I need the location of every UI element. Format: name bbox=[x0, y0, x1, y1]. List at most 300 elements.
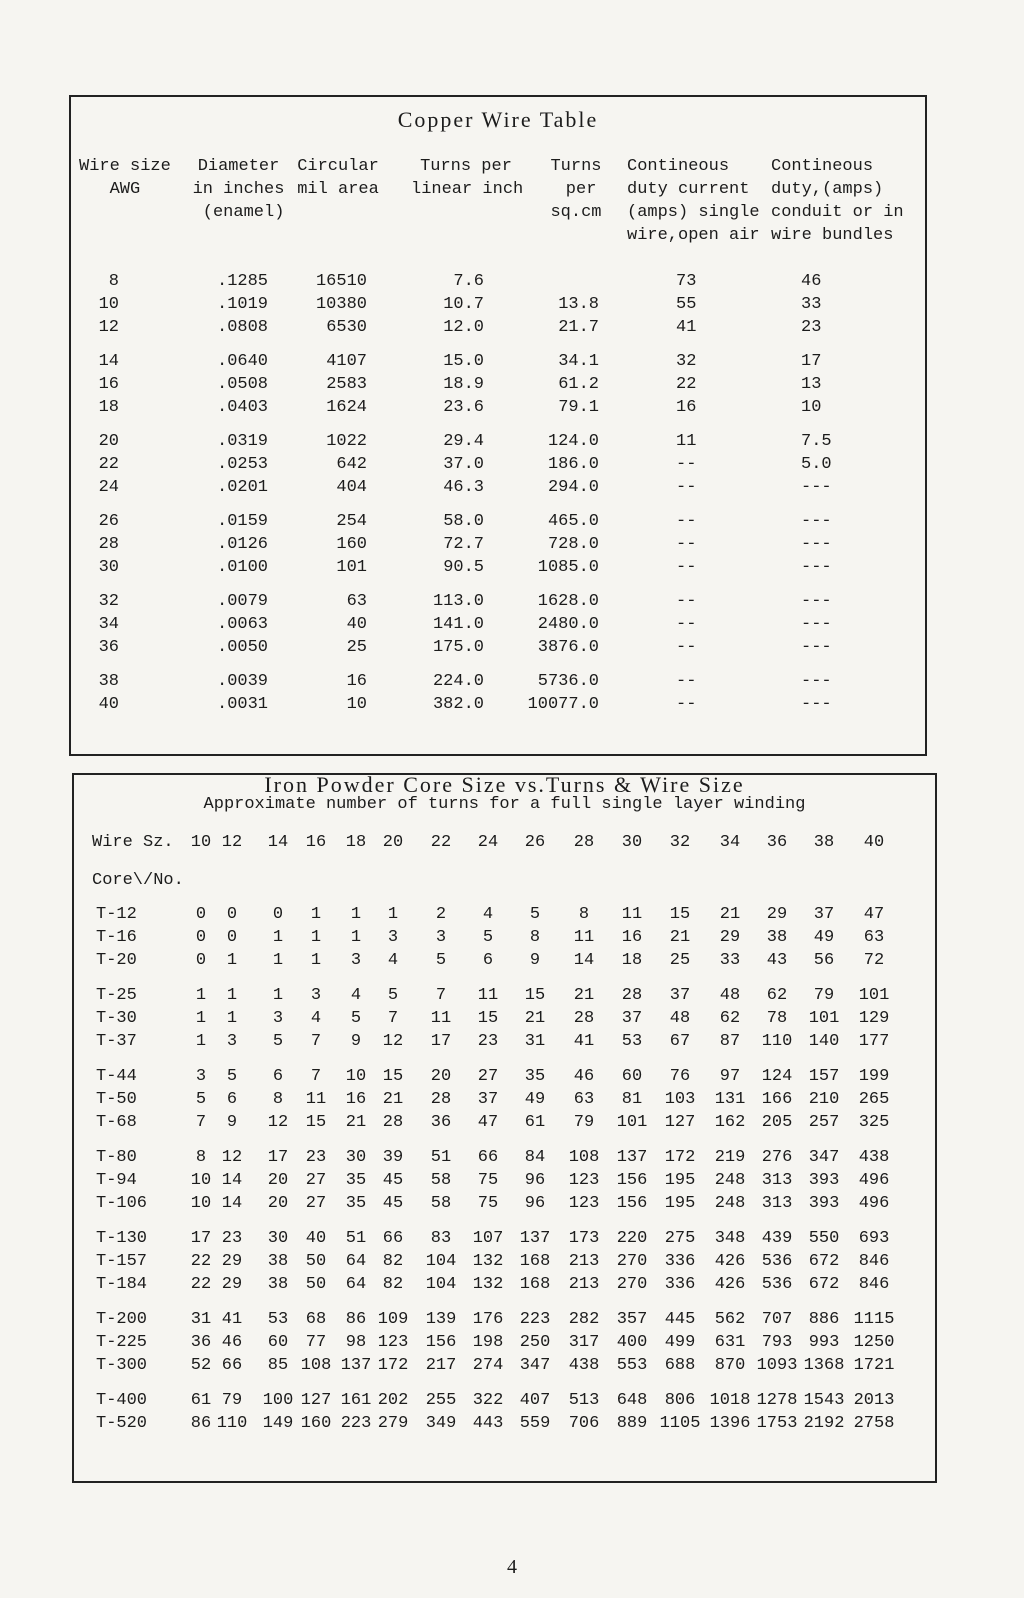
turns-cell: 1 bbox=[226, 951, 238, 970]
wire-size-header: 10 bbox=[190, 833, 212, 852]
copper-cell: 46 bbox=[801, 272, 822, 291]
turns-cell: 173 bbox=[568, 1229, 600, 1248]
copper-cell: 21.7 bbox=[558, 318, 599, 337]
turns-cell: 1 bbox=[272, 928, 284, 947]
turns-cell: 162 bbox=[714, 1113, 746, 1132]
turns-cell: 1250 bbox=[853, 1333, 895, 1352]
turns-cell: 23 bbox=[477, 1032, 499, 1051]
copper-cell: 224.0 bbox=[432, 672, 484, 691]
turns-cell: 889 bbox=[616, 1414, 648, 1433]
turns-cell: 10 bbox=[190, 1171, 212, 1190]
turns-cell: 11 bbox=[477, 986, 499, 1005]
copper-cell: 26 bbox=[98, 512, 119, 531]
turns-cell: 63 bbox=[863, 928, 885, 947]
turns-cell: 132 bbox=[472, 1252, 504, 1271]
turns-cell: 38 bbox=[267, 1275, 289, 1294]
turns-cell: 14 bbox=[573, 951, 595, 970]
copper-cell: 113.0 bbox=[432, 592, 484, 611]
turns-cell: 17 bbox=[267, 1148, 289, 1167]
turns-cell: 50 bbox=[305, 1275, 327, 1294]
turns-cell: 62 bbox=[766, 986, 788, 1005]
turns-cell: 11 bbox=[430, 1009, 452, 1028]
turns-cell: 30 bbox=[267, 1229, 289, 1248]
turns-cell: 37 bbox=[621, 1009, 643, 1028]
turns-cell: 14 bbox=[221, 1171, 243, 1190]
copper-cell: 7.6 bbox=[453, 272, 484, 291]
turns-cell: 48 bbox=[719, 986, 741, 1005]
copper-cell: 55 bbox=[676, 295, 697, 314]
turns-cell: 137 bbox=[519, 1229, 551, 1248]
turns-cell: 1 bbox=[310, 905, 322, 924]
turns-cell: 104 bbox=[425, 1252, 457, 1271]
turns-cell: 66 bbox=[221, 1356, 243, 1375]
turns-cell: 9 bbox=[350, 1032, 362, 1051]
turns-cell: 18 bbox=[621, 951, 643, 970]
wire-size-header: 28 bbox=[573, 833, 595, 852]
turns-cell: 438 bbox=[858, 1148, 890, 1167]
turns-cell: 322 bbox=[472, 1391, 504, 1410]
copper-cell: 160 bbox=[336, 535, 367, 554]
turns-cell: 20 bbox=[430, 1067, 452, 1086]
copper-cell: -- bbox=[676, 558, 697, 577]
turns-cell: 43 bbox=[766, 951, 788, 970]
turns-cell: 12 bbox=[382, 1032, 404, 1051]
turns-cell: 426 bbox=[714, 1275, 746, 1294]
copper-header-6: Contineous duty,(amps) conduit or in wire bundles bbox=[771, 157, 904, 245]
turns-cell: 846 bbox=[858, 1275, 890, 1294]
turns-cell: 156 bbox=[425, 1333, 457, 1352]
turns-cell: 0 bbox=[195, 951, 207, 970]
turns-cell: 27 bbox=[305, 1194, 327, 1213]
turns-cell: 443 bbox=[472, 1414, 504, 1433]
turns-cell: 1018 bbox=[709, 1391, 751, 1410]
turns-cell: 100 bbox=[262, 1391, 294, 1410]
turns-cell: 407 bbox=[519, 1391, 551, 1410]
turns-cell: 17 bbox=[430, 1032, 452, 1051]
turns-cell: 4 bbox=[310, 1009, 322, 1028]
copper-cell: 33 bbox=[801, 295, 822, 314]
turns-cell: 168 bbox=[519, 1275, 551, 1294]
turns-cell: 223 bbox=[519, 1310, 551, 1329]
turns-cell: 48 bbox=[669, 1009, 691, 1028]
turns-cell: 336 bbox=[664, 1275, 696, 1294]
turns-cell: 559 bbox=[519, 1414, 551, 1433]
copper-cell: 46.3 bbox=[443, 478, 484, 497]
turns-cell: 31 bbox=[190, 1310, 212, 1329]
turns-cell: 15 bbox=[305, 1113, 327, 1132]
copper-cell: 32 bbox=[98, 592, 119, 611]
turns-cell: 7 bbox=[310, 1032, 322, 1051]
wire-size-header: 32 bbox=[669, 833, 691, 852]
copper-cell: .0100 bbox=[217, 558, 269, 577]
copper-cell: 1022 bbox=[326, 432, 367, 451]
copper-cell: 5736.0 bbox=[537, 672, 599, 691]
turns-cell: 86 bbox=[190, 1414, 212, 1433]
turns-cell: 1543 bbox=[803, 1391, 845, 1410]
copper-cell: 382.0 bbox=[432, 695, 484, 714]
turns-cell: 98 bbox=[345, 1333, 367, 1352]
turns-cell: 79 bbox=[221, 1391, 243, 1410]
copper-cell: --- bbox=[801, 535, 832, 554]
turns-cell: 156 bbox=[616, 1171, 648, 1190]
turns-cell: 1 bbox=[272, 986, 284, 1005]
turns-cell: 846 bbox=[858, 1252, 890, 1271]
copper-cell: 16510 bbox=[315, 272, 367, 291]
core-label: T-37 bbox=[96, 1032, 137, 1051]
turns-cell: 4 bbox=[482, 905, 494, 924]
core-label: T-400 bbox=[96, 1391, 148, 1410]
turns-cell: 393 bbox=[808, 1171, 840, 1190]
copper-cell: 254 bbox=[336, 512, 367, 531]
turns-cell: 97 bbox=[719, 1067, 741, 1086]
copper-wire-table bbox=[69, 95, 927, 756]
turns-cell: 31 bbox=[524, 1032, 546, 1051]
copper-cell: 10 bbox=[801, 398, 822, 417]
copper-cell: .0159 bbox=[217, 512, 269, 531]
turns-cell: 265 bbox=[858, 1090, 890, 1109]
turns-cell: 11 bbox=[573, 928, 595, 947]
wire-size-header: 40 bbox=[863, 833, 885, 852]
turns-cell: 536 bbox=[761, 1252, 793, 1271]
turns-cell: 78 bbox=[766, 1009, 788, 1028]
turns-cell: 82 bbox=[382, 1252, 404, 1271]
turns-cell: 562 bbox=[714, 1310, 746, 1329]
turns-cell: 49 bbox=[524, 1090, 546, 1109]
turns-cell: 60 bbox=[267, 1333, 289, 1352]
copper-cell: 16 bbox=[346, 672, 367, 691]
copper-cell: --- bbox=[801, 592, 832, 611]
turns-cell: 29 bbox=[221, 1275, 243, 1294]
turns-cell: 108 bbox=[568, 1148, 600, 1167]
core-label: T-225 bbox=[96, 1333, 148, 1352]
turns-cell: 219 bbox=[714, 1148, 746, 1167]
turns-cell: 317 bbox=[568, 1333, 600, 1352]
copper-cell: .0253 bbox=[217, 455, 269, 474]
copper-cell: 79.1 bbox=[558, 398, 599, 417]
turns-cell: 12 bbox=[221, 1148, 243, 1167]
turns-cell: 83 bbox=[430, 1229, 452, 1248]
turns-cell: 21 bbox=[345, 1113, 367, 1132]
turns-cell: 68 bbox=[305, 1310, 327, 1329]
copper-cell: .0079 bbox=[217, 592, 269, 611]
copper-cell: 4107 bbox=[326, 352, 367, 371]
turns-cell: 66 bbox=[477, 1148, 499, 1167]
wire-size-header: 18 bbox=[345, 833, 367, 852]
turns-cell: 38 bbox=[267, 1252, 289, 1271]
turns-cell: 75 bbox=[477, 1171, 499, 1190]
turns-cell: 52 bbox=[190, 1356, 212, 1375]
turns-cell: 3 bbox=[226, 1032, 238, 1051]
turns-cell: 3 bbox=[272, 1009, 284, 1028]
turns-cell: 46 bbox=[221, 1333, 243, 1352]
turns-cell: 347 bbox=[808, 1148, 840, 1167]
turns-cell: 1368 bbox=[803, 1356, 845, 1375]
turns-cell: 177 bbox=[858, 1032, 890, 1051]
turns-cell: 445 bbox=[664, 1310, 696, 1329]
turns-cell: 67 bbox=[669, 1032, 691, 1051]
wire-size-header: 30 bbox=[621, 833, 643, 852]
copper-cell: 29.4 bbox=[443, 432, 484, 451]
turns-cell: 23 bbox=[305, 1148, 327, 1167]
turns-cell: 10 bbox=[345, 1067, 367, 1086]
turns-cell: 131 bbox=[714, 1090, 746, 1109]
copper-cell: 34.1 bbox=[558, 352, 599, 371]
turns-cell: 3 bbox=[195, 1067, 207, 1086]
copper-cell: 61.2 bbox=[558, 375, 599, 394]
copper-header-5: Contineous duty current (amps) single wire,open air bbox=[627, 157, 760, 245]
copper-cell: -- bbox=[676, 478, 697, 497]
copper-cell: 34 bbox=[98, 615, 119, 634]
turns-cell: 513 bbox=[568, 1391, 600, 1410]
copper-cell: 12.0 bbox=[443, 318, 484, 337]
turns-cell: 81 bbox=[621, 1090, 643, 1109]
turns-cell: 1721 bbox=[853, 1356, 895, 1375]
copper-cell: .1019 bbox=[217, 295, 269, 314]
copper-header-2: Circular mil area bbox=[297, 157, 379, 199]
copper-cell: .0403 bbox=[217, 398, 269, 417]
turns-cell: 29 bbox=[221, 1252, 243, 1271]
turns-cell: 139 bbox=[425, 1310, 457, 1329]
copper-cell: 16 bbox=[98, 375, 119, 394]
copper-cell: -- bbox=[676, 695, 697, 714]
turns-cell: 127 bbox=[300, 1391, 332, 1410]
turns-cell: 4 bbox=[387, 951, 399, 970]
turns-cell: 496 bbox=[858, 1194, 890, 1213]
turns-cell: 5 bbox=[435, 951, 447, 970]
wire-size-header: 22 bbox=[430, 833, 452, 852]
copper-cell: 22 bbox=[676, 375, 697, 394]
turns-cell: 16 bbox=[345, 1090, 367, 1109]
turns-cell: 64 bbox=[345, 1252, 367, 1271]
turns-cell: 127 bbox=[664, 1113, 696, 1132]
turns-cell: 5 bbox=[272, 1032, 284, 1051]
turns-cell: 5 bbox=[482, 928, 494, 947]
copper-cell: --- bbox=[801, 512, 832, 531]
turns-cell: 166 bbox=[761, 1090, 793, 1109]
turns-cell: 37 bbox=[669, 986, 691, 1005]
turns-cell: 202 bbox=[377, 1391, 409, 1410]
turns-cell: 6 bbox=[272, 1067, 284, 1086]
core-label: T-157 bbox=[96, 1252, 148, 1271]
turns-cell: 47 bbox=[863, 905, 885, 924]
copper-cell: 3876.0 bbox=[537, 638, 599, 657]
turns-cell: 101 bbox=[808, 1009, 840, 1028]
core-label: T-80 bbox=[96, 1148, 137, 1167]
copper-cell: .1285 bbox=[217, 272, 269, 291]
core-label: T-520 bbox=[96, 1414, 148, 1433]
turns-cell: 195 bbox=[664, 1171, 696, 1190]
turns-cell: 41 bbox=[573, 1032, 595, 1051]
copper-cell: 404 bbox=[336, 478, 367, 497]
turns-cell: 47 bbox=[477, 1113, 499, 1132]
turns-cell: 9 bbox=[226, 1113, 238, 1132]
turns-cell: 348 bbox=[714, 1229, 746, 1248]
copper-cell: 10380 bbox=[315, 295, 367, 314]
turns-cell: 109 bbox=[377, 1310, 409, 1329]
turns-cell: 8 bbox=[529, 928, 541, 947]
turns-cell: 60 bbox=[621, 1067, 643, 1086]
turns-cell: 25 bbox=[669, 951, 691, 970]
turns-cell: 553 bbox=[616, 1356, 648, 1375]
turns-cell: 1 bbox=[195, 1009, 207, 1028]
turns-cell: 0 bbox=[195, 905, 207, 924]
turns-cell: 1 bbox=[350, 905, 362, 924]
copper-cell: .0808 bbox=[217, 318, 269, 337]
wire-size-label: Wire Sz. bbox=[92, 833, 174, 852]
copper-cell: 63 bbox=[346, 592, 367, 611]
copper-cell: 1628.0 bbox=[537, 592, 599, 611]
turns-cell: 1 bbox=[310, 928, 322, 947]
turns-cell: 123 bbox=[377, 1333, 409, 1352]
turns-cell: 85 bbox=[267, 1356, 289, 1375]
copper-cell: 73 bbox=[676, 272, 697, 291]
turns-cell: 49 bbox=[813, 928, 835, 947]
core-number-label: Core\/No. bbox=[92, 871, 184, 890]
wire-size-header: 16 bbox=[305, 833, 327, 852]
turns-cell: 5 bbox=[529, 905, 541, 924]
core-label: T-20 bbox=[96, 951, 137, 970]
turns-cell: 270 bbox=[616, 1275, 648, 1294]
turns-cell: 96 bbox=[524, 1194, 546, 1213]
turns-cell: 255 bbox=[425, 1391, 457, 1410]
copper-cell: 10077.0 bbox=[527, 695, 599, 714]
turns-cell: 257 bbox=[808, 1113, 840, 1132]
turns-cell: 101 bbox=[858, 986, 890, 1005]
turns-cell: 110 bbox=[761, 1032, 793, 1051]
copper-cell: 642 bbox=[336, 455, 367, 474]
turns-cell: 29 bbox=[766, 905, 788, 924]
turns-cell: 248 bbox=[714, 1171, 746, 1190]
copper-cell: .0319 bbox=[217, 432, 269, 451]
copper-cell: 20 bbox=[98, 432, 119, 451]
turns-cell: 220 bbox=[616, 1229, 648, 1248]
turns-cell: 688 bbox=[664, 1356, 696, 1375]
turns-cell: 61 bbox=[524, 1113, 546, 1132]
turns-cell: 707 bbox=[761, 1310, 793, 1329]
turns-cell: 29 bbox=[719, 928, 741, 947]
copper-cell: 141.0 bbox=[432, 615, 484, 634]
turns-cell: 53 bbox=[267, 1310, 289, 1329]
turns-cell: 693 bbox=[858, 1229, 890, 1248]
copper-cell: 72.7 bbox=[443, 535, 484, 554]
copper-cell: 15.0 bbox=[443, 352, 484, 371]
turns-cell: 886 bbox=[808, 1310, 840, 1329]
turns-cell: 37 bbox=[813, 905, 835, 924]
copper-cell: 7.5 bbox=[801, 432, 832, 451]
turns-cell: 7 bbox=[195, 1113, 207, 1132]
turns-cell: 51 bbox=[430, 1148, 452, 1167]
turns-cell: 82 bbox=[382, 1275, 404, 1294]
turns-cell: 793 bbox=[761, 1333, 793, 1352]
turns-cell: 45 bbox=[382, 1194, 404, 1213]
copper-cell: 2583 bbox=[326, 375, 367, 394]
copper-cell: 465.0 bbox=[547, 512, 599, 531]
copper-cell: 294.0 bbox=[547, 478, 599, 497]
turns-cell: 76 bbox=[669, 1067, 691, 1086]
turns-cell: 14 bbox=[221, 1194, 243, 1213]
turns-cell: 21 bbox=[669, 928, 691, 947]
copper-cell: 23.6 bbox=[443, 398, 484, 417]
turns-cell: 63 bbox=[573, 1090, 595, 1109]
turns-cell: 648 bbox=[616, 1391, 648, 1410]
turns-cell: 336 bbox=[664, 1252, 696, 1271]
turns-cell: 1 bbox=[310, 951, 322, 970]
wire-size-header: 14 bbox=[267, 833, 289, 852]
copper-cell: 10 bbox=[98, 295, 119, 314]
turns-cell: 4 bbox=[350, 986, 362, 1005]
turns-cell: 16 bbox=[621, 928, 643, 947]
turns-cell: 96 bbox=[524, 1171, 546, 1190]
turns-cell: 9 bbox=[529, 951, 541, 970]
copper-cell: 36 bbox=[98, 638, 119, 657]
copper-cell: 23 bbox=[801, 318, 822, 337]
turns-cell: 56 bbox=[813, 951, 835, 970]
turns-cell: 213 bbox=[568, 1252, 600, 1271]
turns-cell: 15 bbox=[524, 986, 546, 1005]
turns-cell: 123 bbox=[568, 1171, 600, 1190]
turns-cell: 20 bbox=[267, 1171, 289, 1190]
turns-cell: 276 bbox=[761, 1148, 793, 1167]
copper-cell: --- bbox=[801, 558, 832, 577]
turns-cell: 400 bbox=[616, 1333, 648, 1352]
copper-header-3: Turns per linear inch bbox=[411, 157, 524, 199]
copper-cell: 40 bbox=[346, 615, 367, 634]
turns-cell: 79 bbox=[573, 1113, 595, 1132]
copper-cell: -- bbox=[676, 512, 697, 531]
turns-cell: 1105 bbox=[659, 1414, 701, 1433]
turns-cell: 2758 bbox=[853, 1414, 895, 1433]
copper-cell: 38 bbox=[98, 672, 119, 691]
turns-cell: 1115 bbox=[853, 1310, 895, 1329]
copper-cell: 37.0 bbox=[443, 455, 484, 474]
turns-cell: 1753 bbox=[756, 1414, 798, 1433]
turns-cell: 393 bbox=[808, 1194, 840, 1213]
turns-cell: 439 bbox=[761, 1229, 793, 1248]
turns-cell: 2192 bbox=[803, 1414, 845, 1433]
turns-cell: 28 bbox=[573, 1009, 595, 1028]
copper-cell: 40 bbox=[98, 695, 119, 714]
core-label: T-50 bbox=[96, 1090, 137, 1109]
turns-cell: 993 bbox=[808, 1333, 840, 1352]
turns-cell: 3 bbox=[435, 928, 447, 947]
turns-cell: 205 bbox=[761, 1113, 793, 1132]
turns-cell: 50 bbox=[305, 1252, 327, 1271]
copper-cell: -- bbox=[676, 535, 697, 554]
turns-cell: 75 bbox=[477, 1194, 499, 1213]
turns-cell: 36 bbox=[430, 1113, 452, 1132]
turns-cell: 86 bbox=[345, 1310, 367, 1329]
turns-cell: 279 bbox=[377, 1414, 409, 1433]
turns-cell: 426 bbox=[714, 1252, 746, 1271]
turns-cell: 195 bbox=[664, 1194, 696, 1213]
copper-header-1: Diameter in inches (enamel) bbox=[192, 157, 285, 222]
wire-size-header: 20 bbox=[382, 833, 404, 852]
turns-cell: 5 bbox=[350, 1009, 362, 1028]
copper-cell: -- bbox=[676, 672, 697, 691]
core-label: T-68 bbox=[96, 1113, 137, 1132]
turns-cell: 103 bbox=[664, 1090, 696, 1109]
copper-cell: .0126 bbox=[217, 535, 269, 554]
turns-cell: 325 bbox=[858, 1113, 890, 1132]
turns-cell: 156 bbox=[616, 1194, 648, 1213]
wire-size-header: 26 bbox=[524, 833, 546, 852]
copper-cell: -- bbox=[676, 615, 697, 634]
copper-cell: 13.8 bbox=[558, 295, 599, 314]
turns-cell: 84 bbox=[524, 1148, 546, 1167]
turns-cell: 270 bbox=[616, 1252, 648, 1271]
core-label: T-300 bbox=[96, 1356, 148, 1375]
core-label: T-30 bbox=[96, 1009, 137, 1028]
